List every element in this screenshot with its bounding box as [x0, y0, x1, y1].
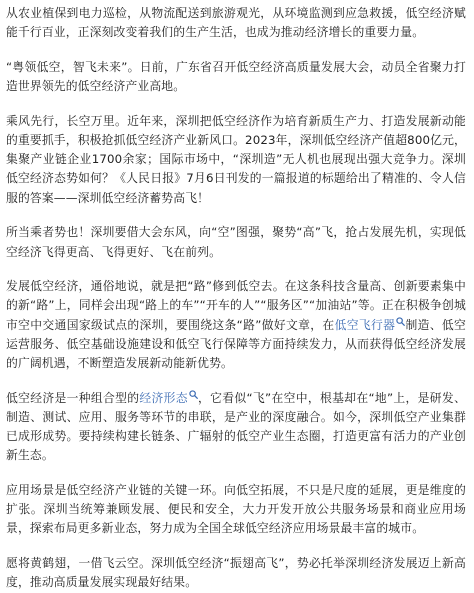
paragraph-6-text-before: 低空经济是一种组合型的: [6, 390, 140, 405]
paragraph-6: [6, 389, 466, 466]
link-economic-form[interactable]: [139, 391, 197, 405]
paragraph-1: 从农业植保到电力巡检，从物流配送到旅游观光，从环境监测到应急救援，低空经济赋能千行百业，正深刻改变着我们的生产生活，也成为推动经济增长的重要力量。: [6, 6, 466, 40]
search-icon[interactable]: [396, 317, 405, 326]
paragraph-6-text-after: ，它看似“飞”在空中，根基却在“地”上，是研发、制造、测试、应用、服务等环节的串联，是产业的深度融合。如今，深圳低空产业集群已成形成势。要持续构建长链条、广辐射的低空产业生态圈，打造更富有活力的产业创新生态。: [6, 390, 466, 463]
paragraph-2: “粤领低空，智飞未来”。日前，广东省召开低空经济高质量发展大会，动员全省聚力打造世界领先的低空经济产业高地。: [6, 59, 466, 94]
link-low-altitude-aircraft-label: 低空飞行器: [334, 317, 396, 332]
paragraph-5: [6, 277, 466, 373]
link-economic-form-label: 经济形态: [139, 390, 188, 405]
paragraph-4: 所当乘者势也！深圳要借大会东风，向“空”图强，聚势“高”飞，抢占发展先机，实现低空经济飞得更高、飞得更好、飞在前列。: [6, 225, 466, 259]
paragraph-7: 应用场景是低空经济产业链的关键一环。向低空拓展，不只是尺度的延展，更是维度的扩张。深圳当统筹兼顾发展、便民和安全，大力开发开放公共服务场景和商业应用场景，探索布局更多新业态，努力成为全国全球低空经济应用场景最丰富的城市。: [6, 483, 466, 536]
paragraph-5-text-after: 制造、低空运营服务、低空基础设施建设和低空飞行保障等方面持续发力，从而获得低空经济发展的广阔机遇，不断塑造发展新动能新优势。: [6, 317, 466, 371]
link-low-altitude-aircraft[interactable]: [335, 318, 406, 332]
paragraph-8: 愿将黄鹤翅，一借飞云空。深圳低空经济“振翅高飞”，势必托举深圳经济发展迈上新高度，推动高质量发展实现最好结果。: [6, 556, 466, 590]
paragraph-5-text-before: 发展低空经济，通俗地说，就是把“路”修到低空去。在这条科技含量高、创新要素集中的新“路”上，同样会出现“路上的车”“开车的人”“服务区”“加油站”等。正在积极争创城市空中交通国家级试点的深圳，要围绕这条“路”做好文章，在: [6, 279, 466, 332]
search-icon[interactable]: [189, 390, 198, 399]
paragraph-3: 乘风先行，长空万里。近年来，深圳把低空经济作为培育新质生产力、打造发展新动能的重要抓手，积极抢抓低空经济产业新风口。2023年，深圳低空经济产值超800亿元，集聚产业链企业1700余家；国际市场中，“深圳造”无人机也展现出强大竞争力。深圳低空经济态势如何？《人民日报》7月6日刊发的一篇报道的标题给出了精准的、令人信服的答案——深圳低空经济蓄势高飞！: [6, 113, 466, 205]
